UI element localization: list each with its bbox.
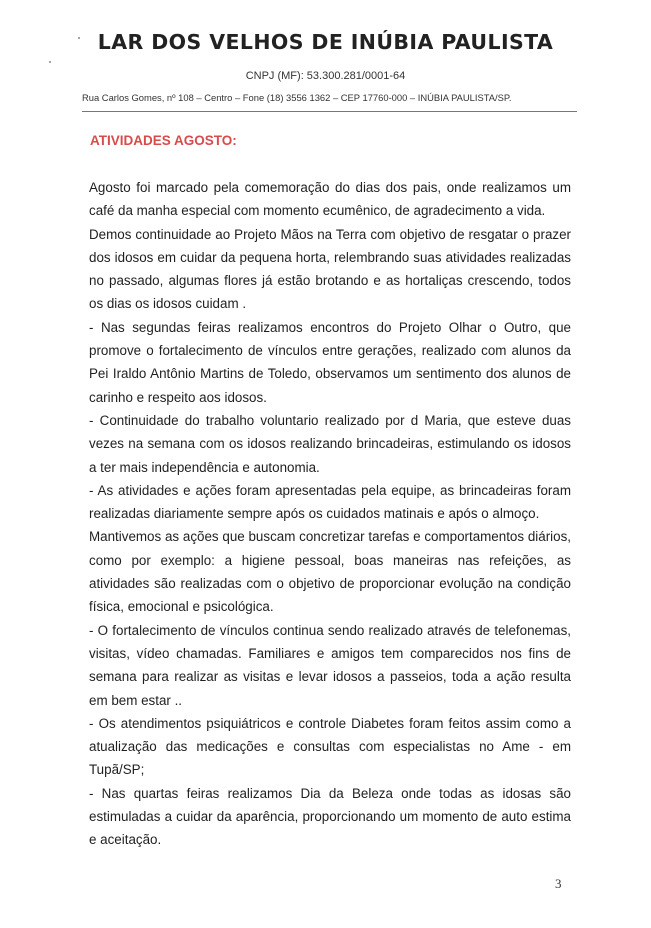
page-number: 3 <box>555 876 562 891</box>
paragraph: Agosto foi marcado pela comemoração do dias dos pais, onde realizamos um café da manha especial com momento ecumênico, de agradecimento a vida. <box>89 180 571 219</box>
report-body <box>89 176 571 852</box>
address-line: Rua Carlos Gomes, nº 108 – Centro – Fone (18) 3556 1362 – CEP 17760-000 – INÚBIA PAULISTA/SP. <box>82 92 512 103</box>
paragraph: Demos continuidade ao Projeto Mãos na Terra com objetivo de resgatar o prazer dos idosos em cuidar da pequena horta, relembrando suas atividades realizadas no passado, algumas flores já estão brotando e as hortaliças crescendo, todos os dias os idosos cuidam . <box>89 226 571 312</box>
cnpj-line: CNPJ (MF): 53.300.281/0001-64 <box>245 70 406 82</box>
paragraph: - Continuidade do trabalho voluntario realizado por d Maria, que esteve duas vezes na semana com os idosos realizando brincadeiras, estimulando os idosos a ter mais independência e autonomia. <box>89 412 571 475</box>
paragraph: - Nas quartas feiras realizamos Dia da Beleza onde todas as idosas são estimuladas a cuidar da aparência, proporcionando um momento de auto estima e aceitação. <box>89 785 571 848</box>
header-divider <box>82 111 577 112</box>
section-title: ATIVIDADES AGOSTO: <box>90 133 237 148</box>
paragraph: - As atividades e ações foram apresentadas pela equipe, as brincadeiras foram realizadas diariamente sempre após os cuidados matinais e após o almoço. <box>89 482 571 522</box>
scan-speck <box>49 61 51 63</box>
paragraph: - Nas segundas feiras realizamos encontros do Projeto Olhar o Outro, que promove o fortalecimento de vínculos entre gerações, realizado com alunos da Pei Iraldo Antônio Martins de Toledo, observamos um sentimento dos alunos de carinho e respeito aos idosos. <box>89 319 571 405</box>
organization-title: LAR DOS VELHOS DE INÚBIA PAULISTA <box>97 30 554 54</box>
paragraph: - Os atendimentos psiquiátricos e controle Diabetes foram feitos assim como a atualização das medicações e consultas com especialistas no Ame - em Tupã/SP; <box>89 715 571 778</box>
paragraph: Mantivemos as ações que buscam concretizar tarefas e comportamentos diários, como por exemplo: a higiene pessoal, boas maneiras nas refeições, as atividades são realizadas com o objetivo de proporcionar evolução na condição física, emocional e psicológica. <box>89 529 571 615</box>
paragraph: - O fortalecimento de vínculos continua sendo realizado através de telefonemas, visitas, vídeo chamadas. Familiares e amigos tem comparecidos nos fins de semana para realizar as visitas e levar idosos a passeios, toda a ação resulta em bem estar .. <box>89 622 571 708</box>
